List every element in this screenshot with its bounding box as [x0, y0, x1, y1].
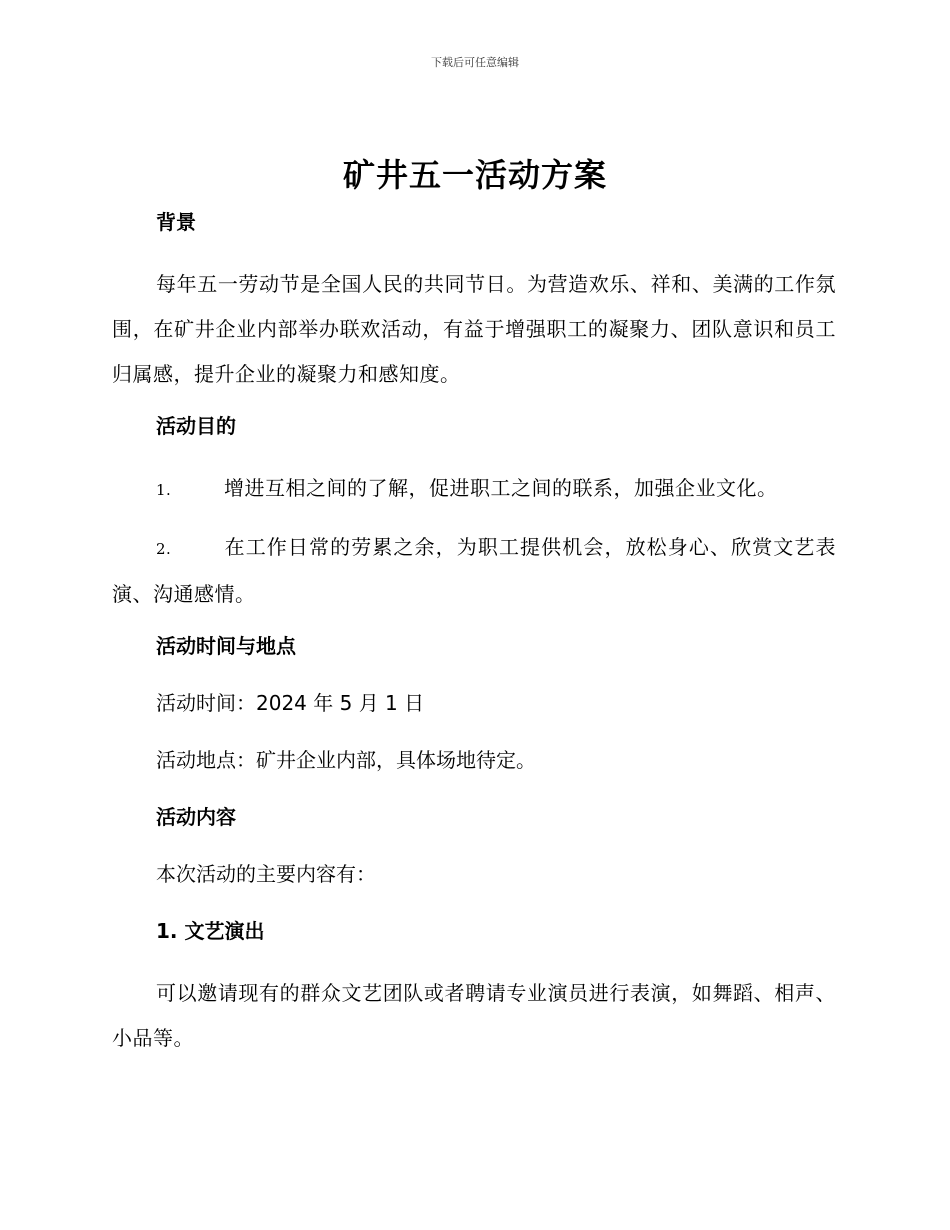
sub-heading-performance: 1. 文艺演出 — [156, 919, 265, 943]
section-heading-background: 背景 — [156, 210, 196, 234]
section-heading-time-place: 活动时间与地点 — [156, 634, 296, 658]
document-title: 矿井五一活动方案 — [342, 156, 607, 194]
purpose-item-2-text: 在工作日常的劳累之余，为职工提供机会，放松身心、欣赏文艺表演、沟通感情。 — [112, 535, 836, 606]
purpose-item-1-number: 1. — [156, 481, 172, 499]
activity-place: 活动地点：矿井企业内部，具体场地待定。 — [156, 748, 536, 772]
purpose-item-1 — [112, 466, 836, 513]
purpose-item-2-number: 2. — [156, 540, 172, 558]
performance-paragraph: 可以邀请现有的群众文艺团队或者聘请专业演员进行表演，如舞蹈、相声、小品等。 — [112, 981, 836, 1050]
section-heading-purpose: 活动目的 — [156, 414, 236, 438]
purpose-item-2 — [112, 525, 836, 617]
activity-time: 活动时间：2024 年 5 月 1 日 — [156, 691, 425, 715]
document-body — [112, 205, 836, 1073]
content-intro: 本次活动的主要内容有： — [156, 862, 376, 886]
background-paragraph: 每年五一劳动节是全国人民的共同节日。为营造欢乐、祥和、美满的工作氛围，在矿井企业内部举办联欢活动，有益于增强职工的凝聚力、团队意识和员工归属感，提升企业的凝聚力和感知度。 — [112, 272, 836, 386]
header-note: 下载后可任意编辑 — [431, 56, 519, 69]
section-heading-content: 活动内容 — [156, 805, 236, 829]
purpose-item-1-text: 增进互相之间的了解，促进职工之间的联系，加强企业文化。 — [224, 476, 778, 500]
